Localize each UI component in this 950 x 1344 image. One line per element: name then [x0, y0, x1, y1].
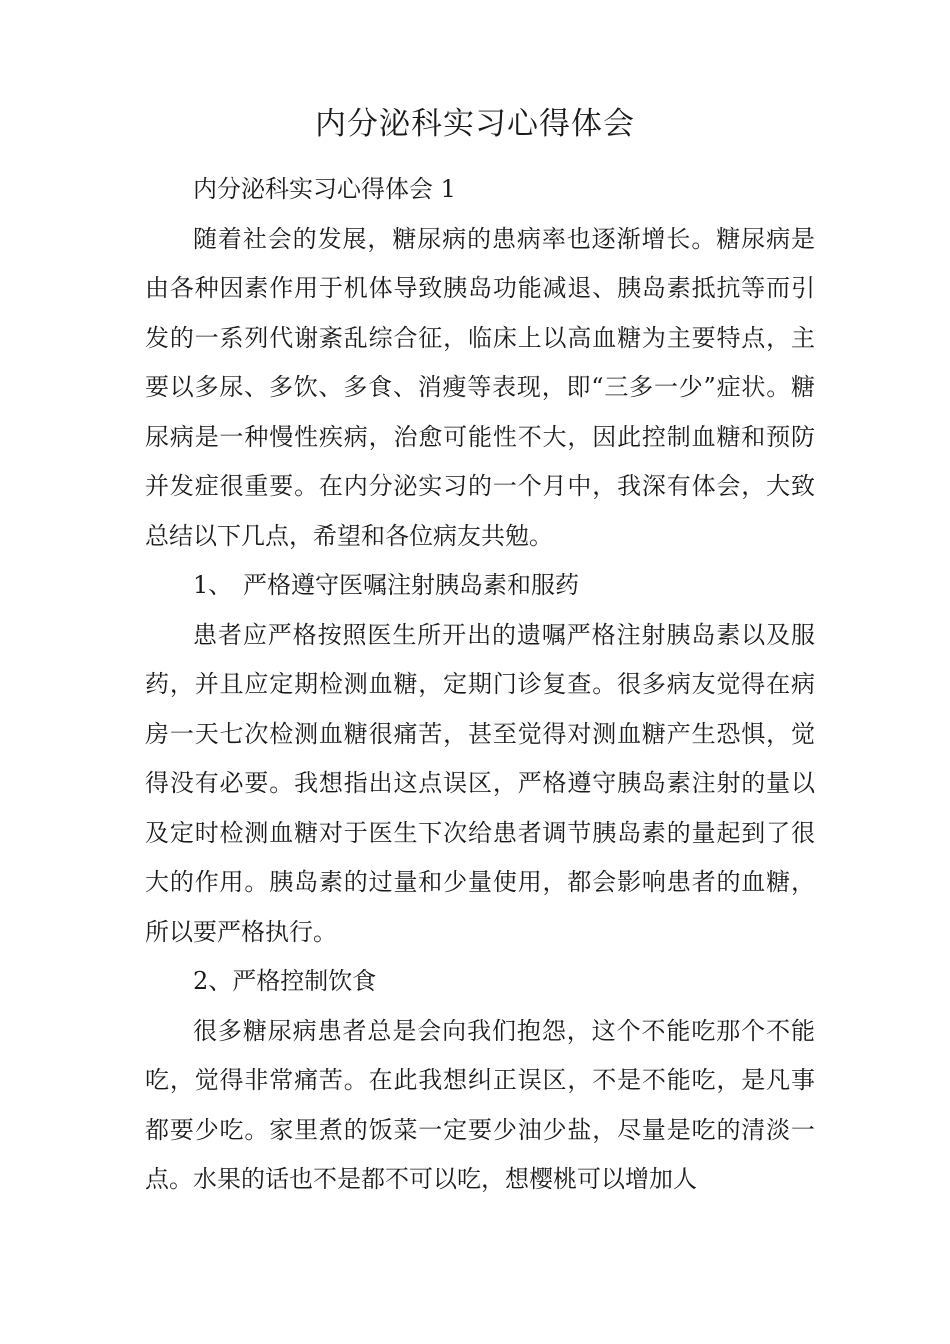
point2-paragraph: 很多糖尿病患者总是会向我们抱怨，这个不能吃那个不能吃，觉得非常痛苦。在此我想纠正误区，不是不能吃，是凡事都要少吃。家里煮的饭菜一定要少油少盐，尽量是吃的清淡一点。水果的话也不是都不可以吃，想樱桃可以增加人 [145, 1016, 815, 1193]
point1-number: 1、 [193, 571, 233, 599]
section-heading: 内分泌科实习心得体会 1 [193, 175, 456, 203]
intro-paragraph: 随着社会的发展，糖尿病的患病率也逐渐增长。糖尿病是由各种因素作用于机体导致胰岛功能减退、胰岛素抵抗等而引发的一系列代谢紊乱综合征，临床上以高血糖为主要特点，主要以多尿、多饮、多食、消瘦等表现，即“三多一少”症状。糖尿病是一种慢性疾病，治愈可能性不大，因此控制血糖和预防并发症很重要。在内分泌实习的一个月中，我深有体会，大致总结以下几点，希望和各位病友共勉。 [145, 224, 815, 550]
point1-heading: 严格遵守医嘱注射胰岛素和服药 [243, 571, 579, 599]
document-body [145, 165, 815, 1205]
document-title: 内分泌科实习心得体会 [315, 106, 635, 142]
point1-heading-line [145, 561, 815, 611]
point1-paragraph: 患者应严格按照医生所开出的遗嘱严格注射胰岛素以及服药，并且应定期检测血糖，定期门诊复查。很多病友觉得在病房一天七次检测血糖很痛苦，甚至觉得对测血糖产生恐惧，觉得没有必要。我想指出这点误区，严格遵守胰岛素注射的量以及定时检测血糖对于医生下次给患者调节胰岛素的量起到了很大的作用。胰岛素的过量和少量使用，都会影响患者的血糖，所以要严格执行。 [145, 620, 815, 946]
point2-heading: 2、严格控制饮食 [193, 967, 377, 995]
